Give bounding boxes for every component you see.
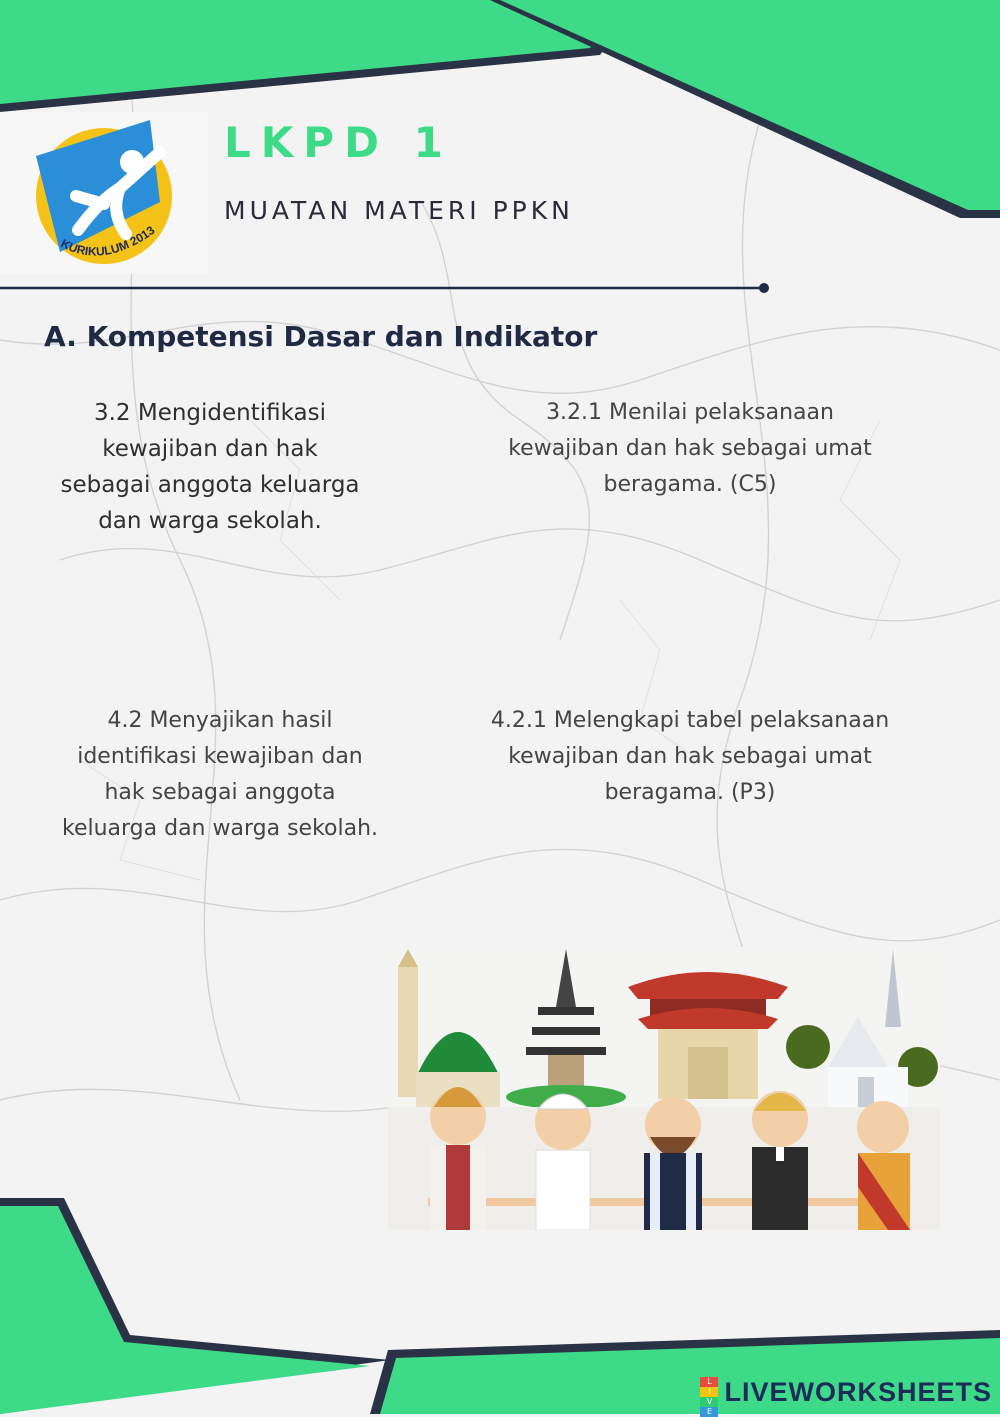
competency-line: identifikasi kewajiban dan <box>77 744 363 769</box>
interfaith-people-illustration <box>388 947 940 1230</box>
indicator-3-2-1 <box>480 395 900 503</box>
competency-line: 4.2 Menyajikan hasil <box>107 708 333 733</box>
liveworksheets-badge-icon <box>700 1377 718 1416</box>
competency-line: hak sebagai anggota <box>104 780 336 805</box>
competency-3-2 <box>40 395 380 539</box>
watermark-text: LIVEWORKSHEETS <box>724 1376 992 1407</box>
page-title: LKPD 1 <box>224 118 453 167</box>
competency-line: 3.2 Mengidentifikasi <box>93 400 327 426</box>
competency-line: keluarga dan warga sekolah. <box>61 816 379 841</box>
badge-letter: E <box>700 1407 718 1417</box>
indicator-line: beragama. (P3) <box>604 780 776 805</box>
competency-line: kewajiban dan hak <box>102 436 318 462</box>
badge-letter: V <box>700 1397 718 1407</box>
kurikulum-logo <box>0 112 208 274</box>
indicator-line: 3.2.1 Menilai pelaksanaan <box>546 400 834 425</box>
badge-letter: L <box>700 1377 718 1387</box>
person-christian-priest <box>430 1087 486 1230</box>
logo-text: KURIKULUM 2013 <box>58 223 158 259</box>
indicator-line: kewajiban dan hak sebagai umat <box>508 744 872 769</box>
indicator-line: kewajiban dan hak sebagai umat <box>508 436 872 461</box>
competency-4-2 <box>45 703 395 847</box>
person-jewish <box>644 1097 702 1230</box>
page-subtitle: MUATAN MATERI PPKN <box>224 196 574 225</box>
person-buddhist-monk <box>857 1101 910 1230</box>
person-muslim <box>535 1094 591 1230</box>
header-divider <box>0 278 770 298</box>
competency-line: sebagai anggota keluarga <box>60 472 360 498</box>
section-heading: A. Kompetensi Dasar dan Indikator <box>44 320 598 353</box>
indicator-line: beragama. (C5) <box>603 472 777 497</box>
badge-letter: I <box>700 1387 718 1397</box>
indicator-4-2-1 <box>470 703 910 811</box>
indicator-line: 4.2.1 Melengkapi tabel pelaksanaan <box>490 708 890 733</box>
person-catholic-priest <box>752 1091 808 1230</box>
competency-line: dan warga sekolah. <box>98 508 322 534</box>
liveworksheets-watermark <box>700 1375 992 1416</box>
minaret-icon <box>398 967 418 1097</box>
